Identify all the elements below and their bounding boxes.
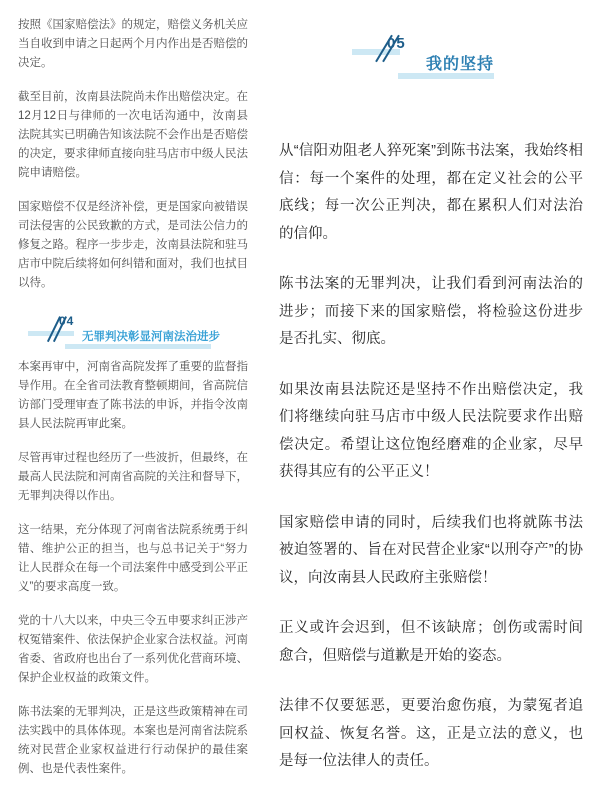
right-column — [279, 30, 583, 776]
paragraph: 截至目前，汝南县法院尚未作出赔偿决定。在12月12日与律师的一次电话沟通中，汝南县法院其实已明确告知该法院不会作出是否赔偿的决定，要求律师直接向驻马店市中级人民法院申请赔偿。 — [18, 91, 248, 179]
paragraph: 正义或许会迟到，但不该缺席；创伤或需时间愈合，但赔偿与道歉是开始的姿态。 — [279, 620, 583, 664]
paragraph: 尽管再审过程也经历了一些波折，但最终，在最高人民法院和河南省高院的关注和督导下，无罪判决得以作出。 — [18, 452, 248, 502]
paragraph: 本案再审中，河南省高院发挥了重要的监督指导作用。在全省司法教育整顿期间，省高院信访部门受理审查了陈书法的申诉，并指令汝南县人民法院再审此案。 — [18, 361, 248, 430]
section-number: 05 — [387, 35, 406, 52]
section-header-05 — [279, 30, 583, 78]
section-title: 我的坚持 — [426, 56, 495, 73]
left-column — [18, 16, 248, 779]
paragraph: 从“信阳劝阻老人猝死案”到陈书法案，我始终相信：每一个案件的处理，都在定义社会的公平底线；每一次公正判决，都在累积人们对法治的信仰。 — [279, 143, 583, 242]
section-number: 04 — [59, 314, 75, 328]
paragraph: 如果汝南县法院还是坚持不作出赔偿决定，我们将继续向驻马店市中级人民法院要求作出赔偿决定。希望让这位饱经磨难的企业家，尽早获得其应有的公平正义！ — [279, 381, 583, 480]
paragraph: 按照《国家赔偿法》的规定，赔偿义务机关应当自收到申请之日起两个月内作出是否赔偿的决定。 — [18, 19, 248, 69]
paragraph: 陈书法案的无罪判决，让我们看到河南法治的进步；而接下来的国家赔偿，将检验这份进步是否扎实、彻底。 — [279, 276, 583, 347]
paragraph: 这一结果，充分体现了河南省法院系统勇于纠错、维护公正的担当，也与总书记关于“努力让人民群众在每一个司法案件中感受到公平正义”的要求高度一致。 — [18, 524, 248, 593]
paragraph: 国家赔偿申请的同时，后续我们也将就陈书法被迫签署的、旨在对民营企业家“以刑夺产”的协议，向汝南县人民政府主张赔偿！ — [279, 514, 583, 586]
paragraph: 陈书法案的无罪判决，正是这些政策精神在司法实践中的具体体现。本案也是河南省法院系统对民营企业家权益进行行动保护的最佳案例、也是代表性案件。 — [18, 706, 248, 775]
paragraph: 法律不仅要惩恶，更要治愈伤痕，为蒙冤者追回权益、恢复名誉。这，正是立法的意义，也是每一位法律人的责任。 — [279, 698, 583, 769]
section-header-04 — [18, 312, 248, 354]
paragraph: 党的十八大以来，中央三令五申要求纠正涉产权冤错案件、依法保护企业家合法权益。河南省委、省政府也出台了一系列优化营商环境、保护企业权益的政策文件。 — [18, 615, 248, 684]
paragraph: 国家赔偿不仅是经济补偿，更是国家向被错误司法侵害的公民致歉的方式，是司法公信力的修复之路。程序一步步走，汝南县法院和驻马店市中院后续将如何纠错和面对，我们也拭目以待。 — [18, 201, 248, 289]
section-title: 无罪判决彰显河南法治进步 — [82, 331, 220, 343]
